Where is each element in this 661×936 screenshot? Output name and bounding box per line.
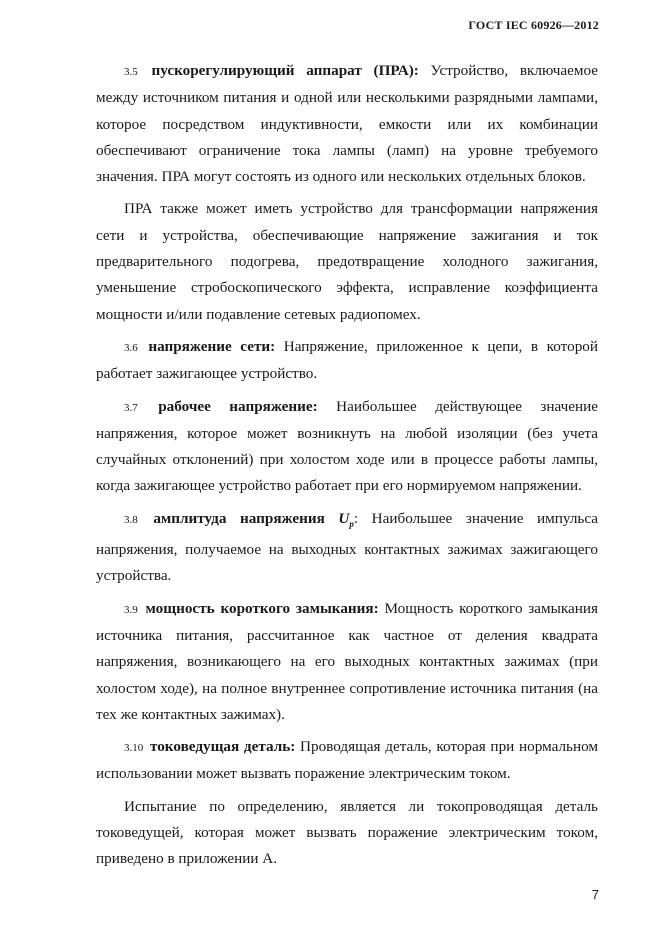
paragraph-text: ПРА также может иметь устройство для трансформации напряжения сети и устройства, обеспечивающие напряжение зажигания и ток предварительного подогрева, предотвращение холодного зажигания, уменьшение стробоскопического эффекта, исправление коэффициента мощности и/или подавление сетевых радиопомех.: [96, 200, 598, 323]
symbol-letter: U: [338, 509, 350, 527]
ballast-note: [96, 196, 598, 327]
clause-number: 3.10: [124, 742, 144, 755]
paragraph-text: Испытание по определению, является ли токопроводящая деталь токоведущей, которая может вызвать поражение электрическим током, приведено в приложении А.: [96, 797, 598, 868]
definition-3-9: [96, 596, 598, 728]
clause-number: 3.8: [124, 513, 138, 526]
clause-text: Мощность короткого замыкания источника питания, рассчитанное как частное от деления квадрата напряжения, возникающего на его выходных контактных зажимах (при холостом ходе), на полное внутреннее сопротивление источника питания (на тех же контактных зажимах).: [96, 599, 598, 723]
page-number: 7: [591, 887, 599, 902]
clause-term: амплитуда напряжения: [153, 509, 339, 527]
test-note: [96, 794, 598, 873]
clause-text: Напряжение, приложенное к цепи, в которой работает зажигающее устройство.: [96, 337, 599, 383]
document-body: [96, 58, 598, 879]
clause-text: Наибольшее действующее значение напряжения, которое может возникнуть на любой изоляции (без учета случайных отклонений) при холостом ходе или в процессе работы лампы, когда зажигающее устройство работает при его нормируемом напряжении.: [96, 397, 599, 495]
clause-number: 3.7: [124, 401, 138, 414]
clause-term: напряжение сети:: [148, 337, 276, 355]
voltage-symbol: [338, 510, 353, 527]
clause-text: Проводящая деталь, которая при нормальном использовании может вызвать поражение электрическим током.: [96, 738, 598, 783]
clause-text: Наибольшее значение импульса напряжения, получаемое на выходных контактных зажимах зажигающего устройства.: [96, 509, 598, 585]
page-header: ГОСТ IEC 60926—2012: [468, 18, 599, 32]
definition-3-10: [96, 734, 598, 788]
definition-3-7: [96, 394, 598, 500]
definition-3-6: [96, 334, 598, 388]
symbol-punct: :: [353, 509, 359, 527]
clause-term: пускорегулирующий аппарат (ПРА):: [151, 62, 419, 79]
symbol-subscript: p: [349, 518, 354, 529]
clause-term: токоведущая деталь:: [149, 738, 296, 756]
clause-text: Устройство, включаемое между источником питания и одной или несколькими разрядными лампами, которое посредством индуктивности, емкости или их комбинации обеспечивают ограничение тока лампы (ламп) на уровне требуемого значения. ПРА могут состоять из одного или нескольких отдельных блоков.: [96, 62, 599, 186]
clause-number: 3.5: [124, 66, 138, 78]
definition-3-8: [96, 506, 598, 590]
definition-3-5: [96, 58, 598, 190]
clause-term: рабочее напряжение:: [158, 397, 318, 415]
clause-term: мощность короткого замыкания:: [145, 599, 379, 617]
clause-number: 3.9: [124, 603, 138, 616]
clause-number: 3.6: [124, 341, 138, 354]
